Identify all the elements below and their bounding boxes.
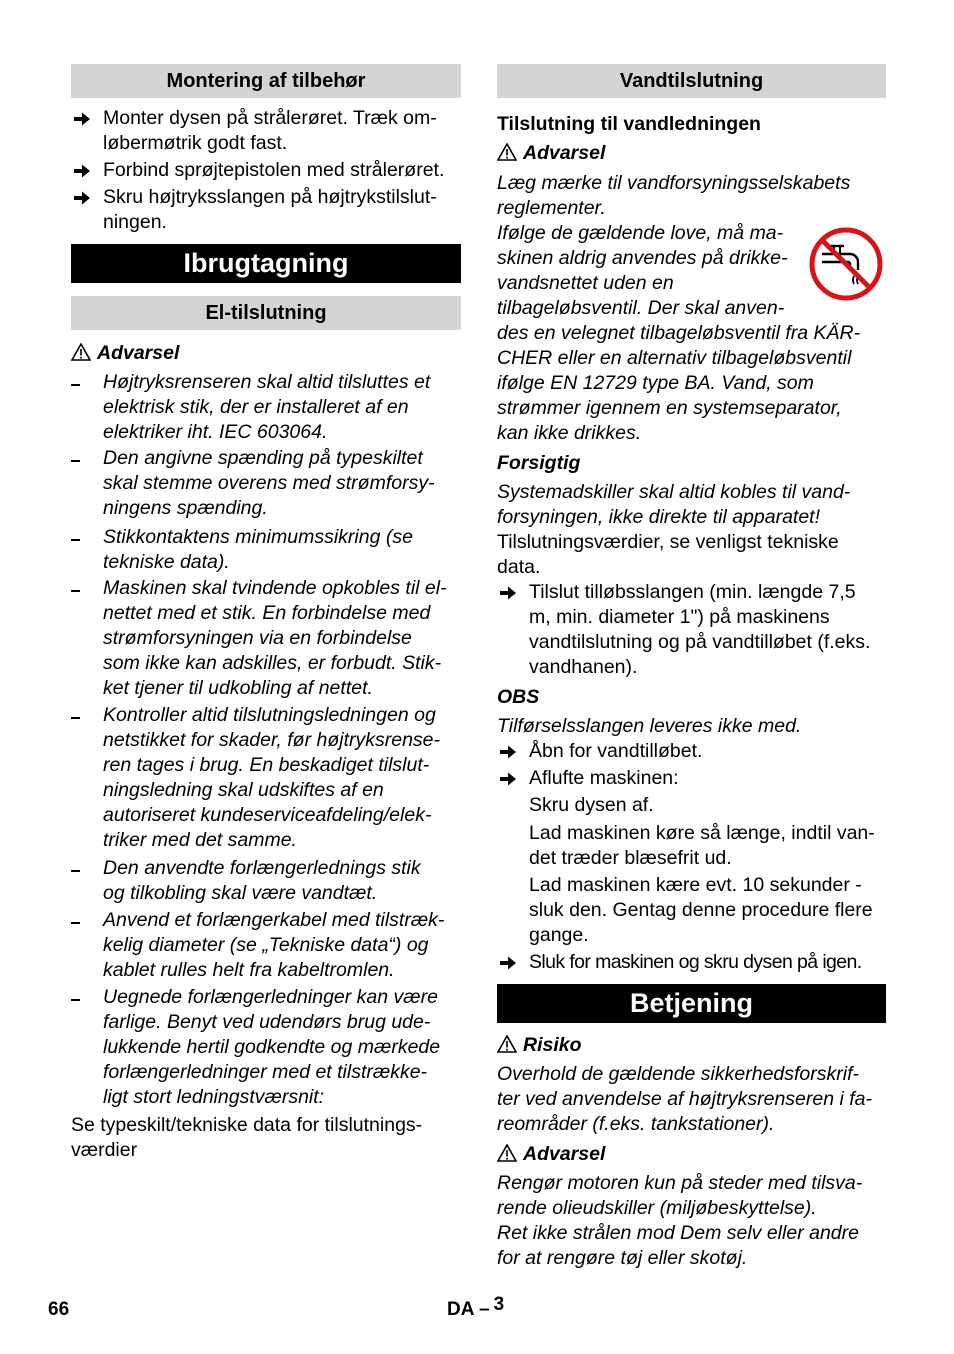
list-item-text: skal stemme overens med strømforsy- bbox=[103, 472, 435, 494]
sub-step-text: Skru dysen af. bbox=[529, 794, 654, 816]
risk-label: Risiko bbox=[523, 1034, 582, 1056]
caution-label: Forsigtig bbox=[497, 452, 581, 474]
sub-step-text: Lad maskinen kære evt. 10 sekunder - bbox=[529, 874, 862, 896]
subheading: Tilslutning til vandledningen bbox=[497, 113, 761, 135]
warning-heading bbox=[497, 1142, 605, 1167]
list-item-text: forlængerledninger med et tilstrække- bbox=[103, 1061, 428, 1083]
warning-text-line: ifølge EN 12729 type BA. Vand, som bbox=[497, 372, 814, 394]
heading-text: Vandtilslutning bbox=[619, 69, 764, 92]
warning-label: Advarsel bbox=[523, 1143, 606, 1165]
dash-bullet bbox=[71, 999, 80, 1001]
dash-bullet bbox=[71, 460, 80, 462]
list-item-text: tekniske data). bbox=[103, 551, 230, 573]
chapter-heading-betjening bbox=[497, 984, 886, 1023]
list-item-text: Forbind sprøjtepistolen med strålerøret. bbox=[103, 159, 445, 181]
arrow-right-icon bbox=[73, 190, 91, 206]
list-item-text: Den angivne spænding på typeskiltet bbox=[103, 447, 423, 469]
page-number: 66 bbox=[48, 1299, 70, 1320]
no-drinking-water-icon bbox=[808, 226, 884, 302]
note-text: Tilførselsslangen leveres ikke med. bbox=[497, 715, 802, 737]
warning-triangle-icon bbox=[71, 343, 91, 361]
list-item-text: ningens spænding. bbox=[103, 497, 268, 519]
warning-heading bbox=[71, 341, 179, 366]
list-item-text: triker med det samme. bbox=[103, 829, 297, 851]
list-item-text: strømforsyningen via en forbindelse bbox=[103, 627, 412, 649]
list-item-text: Aflufte maskinen: bbox=[529, 767, 679, 789]
list-item-text: Uegnede forlængerledninger kan være bbox=[103, 986, 438, 1008]
warning-text-line: reglementer. bbox=[497, 197, 606, 219]
dash-bullet bbox=[71, 384, 80, 386]
language-code: DA bbox=[447, 1299, 474, 1320]
list-item-text: Tilslut tilløbsslangen (min. længde 7,5 bbox=[529, 581, 856, 603]
list-item-text: løbermøtrik godt fast. bbox=[103, 132, 288, 154]
list-item-text: Åbn for vandtilløbet. bbox=[529, 740, 703, 762]
list-item-text: Højtryksrenseren skal altid tilsluttes et bbox=[103, 371, 431, 393]
arrow-right-icon bbox=[73, 111, 91, 127]
warning-text-line: Ret ikke strålen mod Dem selv eller andre bbox=[497, 1222, 859, 1244]
warning-text-line: rende olieudskiller (miljøbeskyttelse). bbox=[497, 1197, 817, 1219]
sub-step-text: sluk den. Gentag denne procedure flere bbox=[529, 899, 873, 921]
risk-text-line: reområder (f.eks. tankstationer). bbox=[497, 1113, 775, 1135]
warning-text-line: des en velegnet tilbageløbsventil fra KÄR- bbox=[497, 322, 861, 344]
warning-text-line: skinen aldrig anvendes på drikke- bbox=[497, 247, 788, 269]
warning-label: Advarsel bbox=[97, 342, 180, 364]
list-item-text: Kontroller altid tilslutningsledningen og bbox=[103, 704, 436, 726]
list-item-text: Skru højtryksslangen på højtrykstilslut- bbox=[103, 186, 437, 208]
dash-bullet bbox=[71, 590, 80, 592]
arrow-right-icon bbox=[499, 585, 517, 601]
list-item-text: kablet rulles helt fra kabeltromlen. bbox=[103, 959, 395, 981]
list-item-text: vandhanen). bbox=[529, 656, 638, 678]
section-page: 3 bbox=[493, 1294, 505, 1315]
warning-triangle-icon bbox=[497, 1035, 517, 1053]
list-item-text: kelig diameter (se „Tekniske data“) og bbox=[103, 934, 429, 956]
list-item-text: farlige. Benyt ved udendørs brug ude- bbox=[103, 1011, 431, 1033]
list-item-text: Den anvendte forlængerlednings stik bbox=[103, 857, 421, 879]
list-item-text: elektrisk stik, der er installeret af en bbox=[103, 396, 409, 418]
arrow-right-icon bbox=[73, 163, 91, 179]
dash-bullet bbox=[71, 539, 80, 541]
list-item-text: Stikkontaktens minimumssikring (se bbox=[103, 526, 413, 548]
caution-text-line: forsyningen, ikke direkte til apparatet! bbox=[497, 506, 821, 528]
warning-label: Advarsel bbox=[523, 142, 606, 164]
warning-triangle-icon bbox=[497, 1144, 517, 1162]
footer-section bbox=[447, 1294, 505, 1321]
warning-text-line: Ifølge de gældende love, må ma- bbox=[497, 222, 784, 244]
section-heading-el bbox=[71, 296, 461, 330]
heading-text: El-tilslutning bbox=[205, 301, 327, 324]
paragraph-line: Se typeskilt/tekniske data for tilslutnings- bbox=[71, 1114, 423, 1136]
warning-text-line: Rengør motoren kun på steder med tilsva- bbox=[497, 1172, 863, 1194]
warning-triangle-icon bbox=[497, 143, 517, 161]
section-heading-vandtilslutning bbox=[497, 64, 886, 98]
heading-text: Betjening bbox=[629, 988, 753, 1018]
warning-text-line: kan ikke drikkes. bbox=[497, 422, 642, 444]
list-item-text: lukkende hertil godkendte og mærkede bbox=[103, 1036, 441, 1058]
list-item-text: og tilkobling skal være vandtæt. bbox=[103, 882, 378, 904]
list-item-text: Maskinen skal tvindende opkobles til el- bbox=[103, 577, 447, 599]
paragraph-line: værdier bbox=[71, 1139, 138, 1161]
paragraph-line: data. bbox=[497, 556, 541, 578]
section-heading-montering bbox=[71, 64, 461, 98]
list-item-text: elektriker iht. IEC 603064. bbox=[103, 421, 328, 443]
list-item-text: Sluk for maskinen og skru dysen på igen. bbox=[529, 951, 862, 973]
arrow-right-icon bbox=[499, 744, 517, 760]
arrow-right-icon bbox=[499, 955, 517, 971]
risk-text-line: Overhold de gældende sikkerhedsforskrif- bbox=[497, 1063, 860, 1085]
list-item-text: nettet med et stik. En forbindelse med bbox=[103, 602, 431, 624]
heading-text: Ibrugtagning bbox=[183, 248, 349, 278]
warning-text-line: Læg mærke til vandforsyningsselskabets bbox=[497, 172, 851, 194]
warning-text-line: CHER eller en alternativ tilbageløbsventil bbox=[497, 347, 852, 369]
caution-text-line: Systemadskiller skal altid kobles til vand- bbox=[497, 481, 851, 503]
list-item-text: vandtilslutning og på vandtilløbet (f.eks. bbox=[529, 631, 871, 653]
list-item-text: Anvend et forlængerkabel med tilstræk- bbox=[103, 909, 445, 931]
list-item-text: Monter dysen på strålerøret. Træk om- bbox=[103, 107, 437, 129]
dash-bullet bbox=[71, 717, 80, 719]
warning-text-line: strømmer igennem en systemseparator, bbox=[497, 397, 842, 419]
arrow-right-icon bbox=[499, 771, 517, 787]
footer-dash: – bbox=[479, 1299, 490, 1320]
sub-step-text: Lad maskinen køre så længe, indtil van- bbox=[529, 822, 875, 844]
dash-bullet bbox=[71, 922, 80, 924]
list-item-text: ket tjener til udkobling af nettet. bbox=[103, 677, 373, 699]
warning-text-line: tilbageløbsventil. Der skal anven- bbox=[497, 297, 785, 319]
chapter-heading-ibrugtagning bbox=[71, 244, 461, 283]
list-item-text: ningen. bbox=[103, 211, 167, 233]
sub-step-text: det træder blæsefrit ud. bbox=[529, 847, 732, 869]
list-item-text: ren tages i brug. En beskadiget tilslut- bbox=[103, 754, 430, 776]
list-item-text: m, min. diameter 1") på maskinens bbox=[529, 606, 830, 628]
risk-heading bbox=[497, 1033, 582, 1058]
paragraph-line: Tilslutningsværdier, se venligst tekniske bbox=[497, 531, 839, 553]
dash-bullet bbox=[71, 870, 80, 872]
risk-text-line: ter ved anvendelse af højtryksrenseren i fa- bbox=[497, 1088, 873, 1110]
warning-text-line: vandsnettet uden en bbox=[497, 272, 674, 294]
list-item-text: som ikke kan adskilles, er forbudt. Stik- bbox=[103, 652, 442, 674]
list-item-text: ningsledning skal udskiftes af en bbox=[103, 779, 384, 801]
warning-heading bbox=[497, 141, 605, 166]
list-item-text: netstikket for skader, før højtryksrense- bbox=[103, 729, 441, 751]
note-label: OBS bbox=[497, 686, 540, 708]
list-item-text: autoriseret kundeserviceafdeling/elek- bbox=[103, 804, 432, 826]
heading-text: Montering af tilbehør bbox=[166, 69, 366, 92]
list-item-text: ligt stort ledningstværsnit: bbox=[103, 1086, 325, 1108]
sub-step-text: gange. bbox=[529, 924, 589, 946]
warning-text-line: for at rengøre tøj eller skotøj. bbox=[497, 1247, 748, 1269]
